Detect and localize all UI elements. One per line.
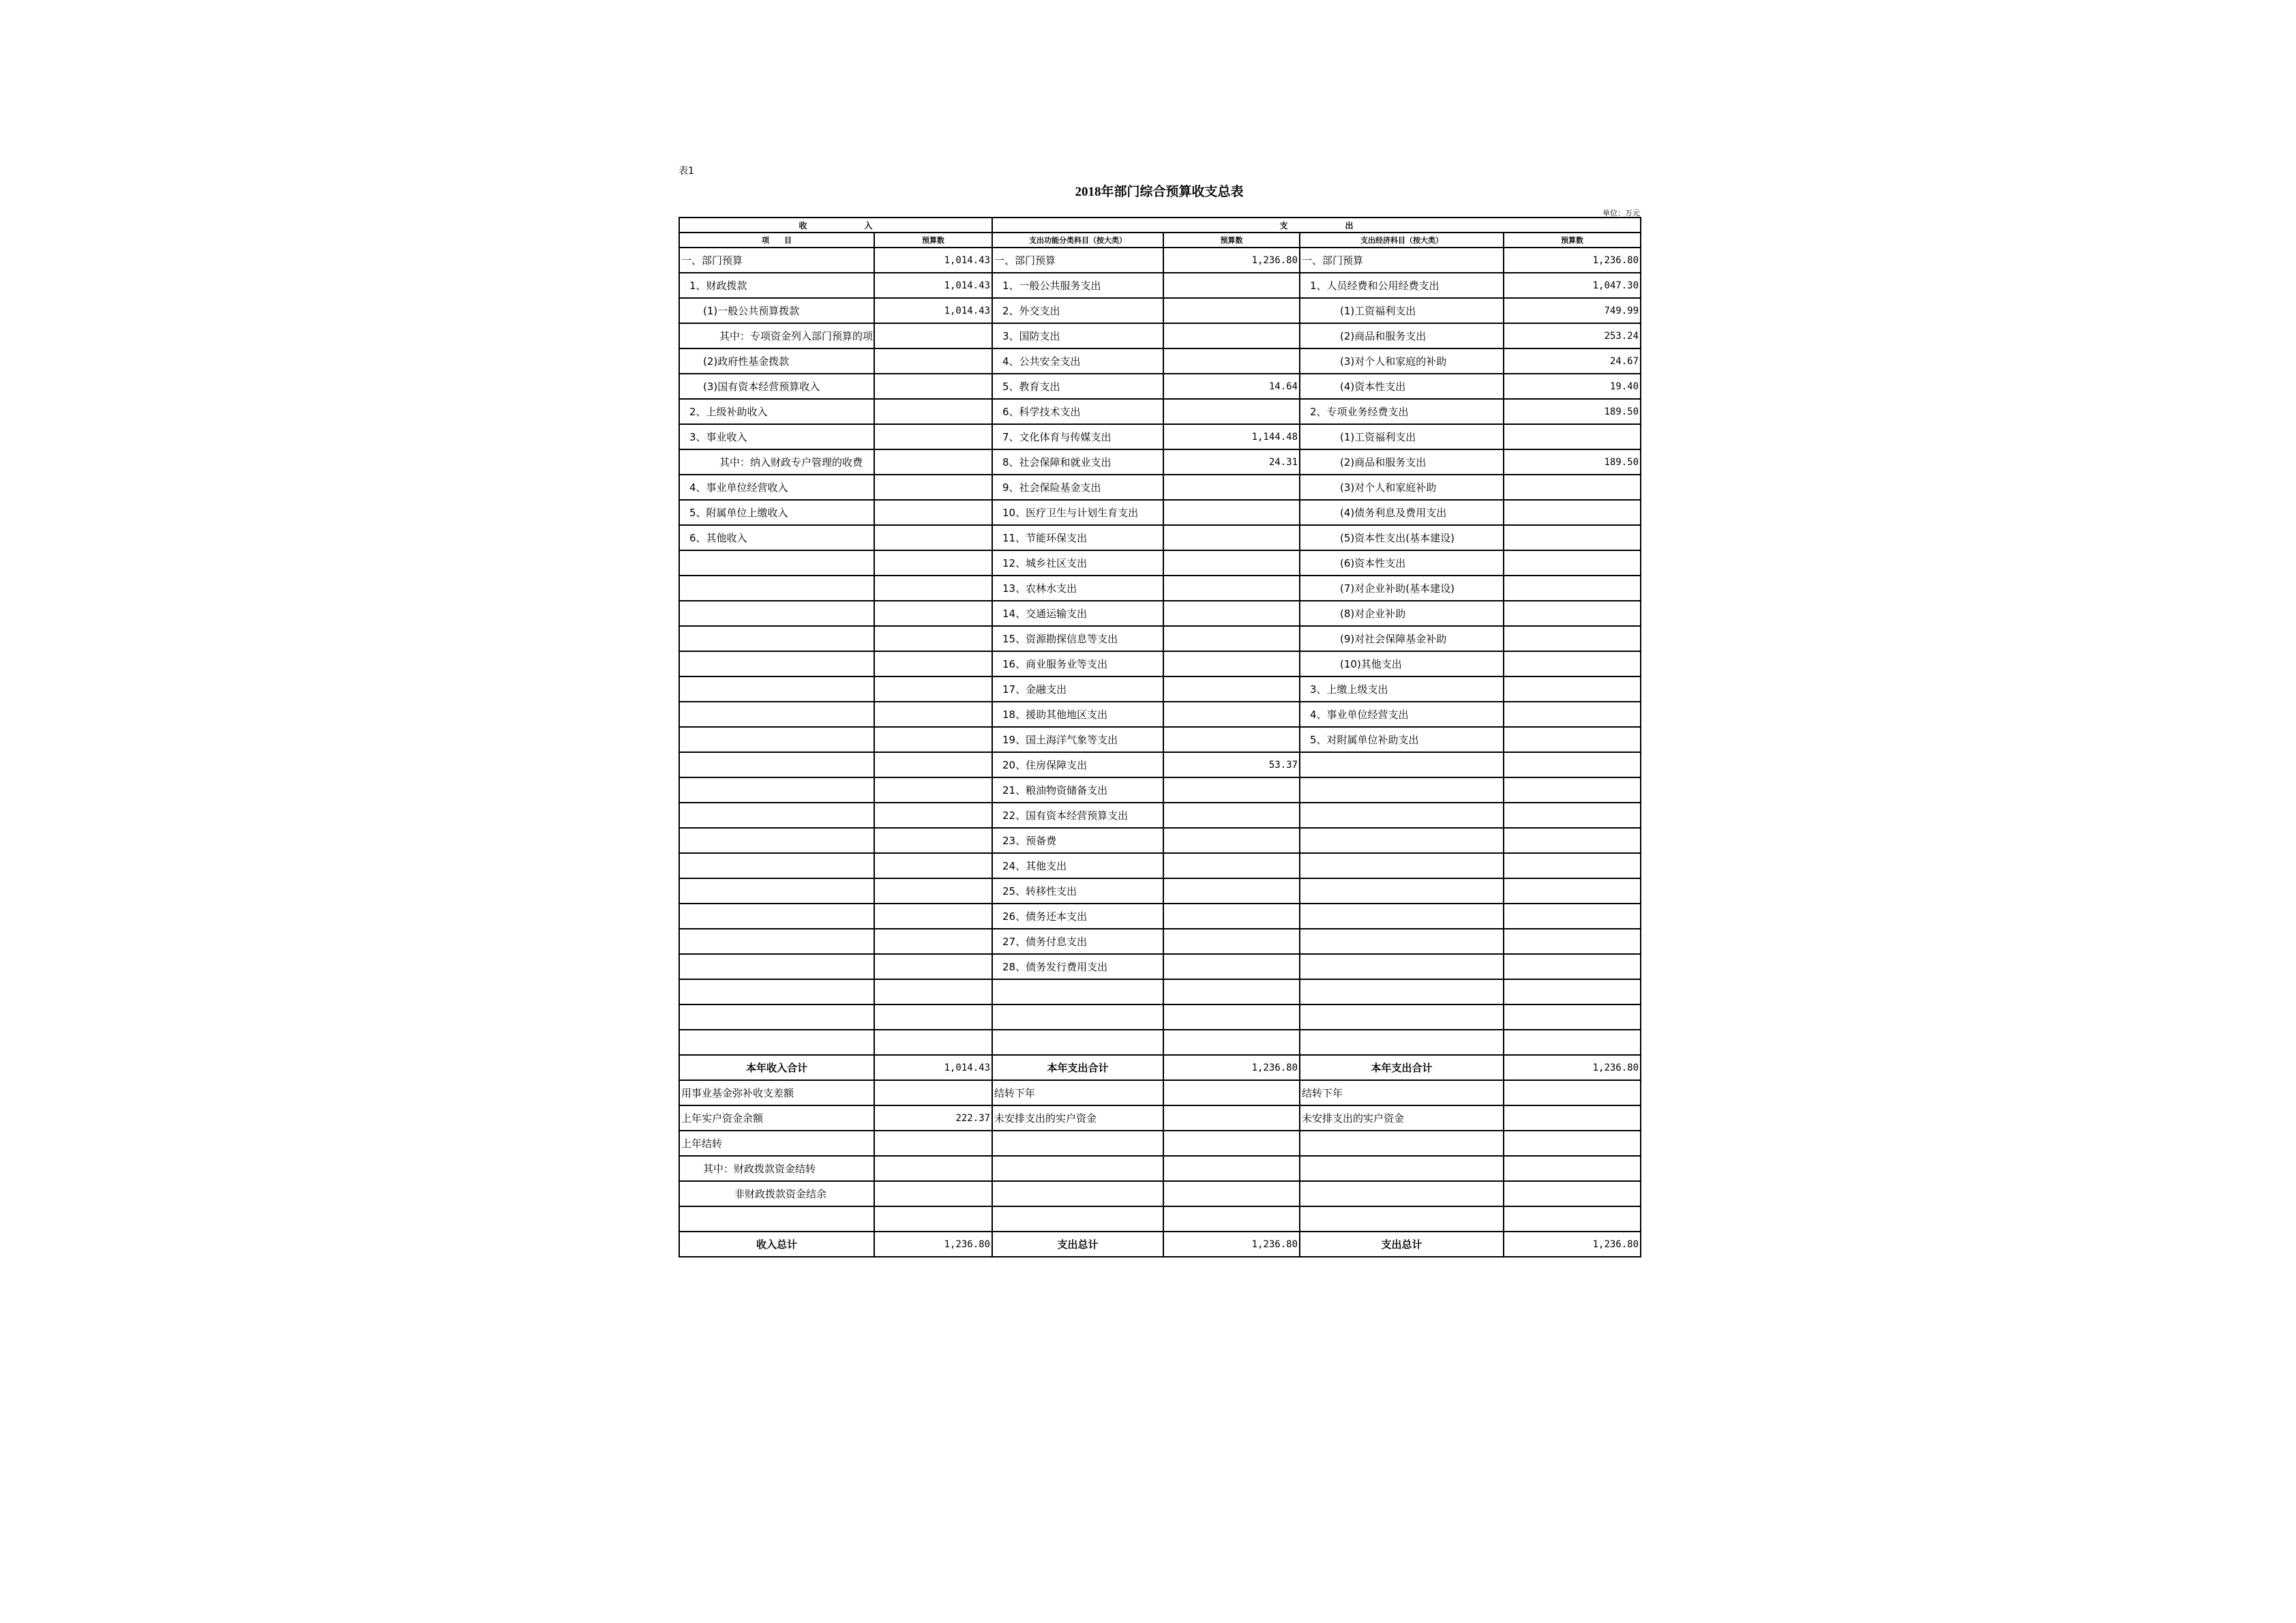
func-item-cell: 13、农林水支出 <box>992 576 1163 601</box>
econ-item-cell: (3)对个人和家庭的补助 <box>1300 348 1504 374</box>
income-budget-cell <box>874 929 992 954</box>
econ-budget-cell: 1,047.30 <box>1504 273 1641 298</box>
income-budget-cell <box>874 399 992 424</box>
income-item-cell <box>679 651 874 676</box>
econ-budget-cell <box>1504 1181 1641 1206</box>
table-row <box>679 1206 1641 1232</box>
income-item-cell <box>679 550 874 576</box>
page-title: 2018年部门综合预算收支总表 <box>1075 185 1244 199</box>
table-row <box>679 399 1641 424</box>
income-item-cell: 2、上级补助收入 <box>679 399 874 424</box>
table-row <box>679 601 1641 626</box>
econ-budget-cell: 24.67 <box>1504 348 1641 374</box>
table-row <box>679 576 1641 601</box>
table-row <box>679 929 1641 954</box>
income-item-cell: 用事业基金弥补收支差额 <box>679 1080 874 1105</box>
econ-item-cell <box>1300 752 1504 777</box>
econ-item-cell <box>1300 1206 1504 1232</box>
econ-item-cell: (2)商品和服务支出 <box>1300 449 1504 475</box>
econ-budget-cell <box>1504 1030 1641 1055</box>
income-budget-cell <box>874 752 992 777</box>
func-item-cell <box>992 1004 1163 1030</box>
econ-budget-cell: 189.50 <box>1504 449 1641 475</box>
income-budget-cell <box>874 550 992 576</box>
income-budget-cell <box>874 1181 992 1206</box>
income-budget-cell <box>874 803 992 828</box>
econ-item-cell: (6)资本性支出 <box>1300 550 1504 576</box>
table-row <box>679 702 1641 727</box>
income-budget-cell <box>874 828 992 853</box>
func-budget-cell <box>1163 929 1300 954</box>
func-budget-cell: 1,236.80 <box>1163 248 1300 273</box>
econ-item-cell: 3、上缴上级支出 <box>1300 676 1504 702</box>
func-budget-cell: 24.31 <box>1163 449 1300 475</box>
income-item-cell: 1、财政拨款 <box>679 273 874 298</box>
econ-item-cell: (3)对个人和家庭补助 <box>1300 475 1504 500</box>
table-row <box>679 727 1641 752</box>
func-budget-cell: 1,144.48 <box>1163 424 1300 449</box>
econ-item-cell <box>1300 853 1504 878</box>
econ-item-cell: (10)其他支出 <box>1300 651 1504 676</box>
income-budget-cell <box>874 904 992 929</box>
func-budget-cell <box>1163 1030 1300 1055</box>
func-budget-cell <box>1163 954 1300 979</box>
income-item-cell <box>679 828 874 853</box>
income-budget-cell <box>874 525 992 550</box>
econ-item-cell <box>1300 878 1504 904</box>
income-budget-cell <box>874 878 992 904</box>
econ-budget-cell <box>1504 828 1641 853</box>
income-budget-cell: 1,014.43 <box>874 298 992 323</box>
func-budget-cell <box>1163 1131 1300 1156</box>
econ-budget-cell <box>1504 954 1641 979</box>
func-item-cell: 支出总计 <box>992 1232 1163 1257</box>
income-budget-cell <box>874 676 992 702</box>
table-row <box>679 424 1641 449</box>
table-number: 表1 <box>679 166 694 177</box>
func-budget-cell <box>1163 273 1300 298</box>
func-item-cell: 4、公共安全支出 <box>992 348 1163 374</box>
table-row <box>679 904 1641 929</box>
econ-item-cell <box>1300 954 1504 979</box>
econ-item-cell <box>1300 828 1504 853</box>
func-budget-cell <box>1163 979 1300 1004</box>
income-item-cell: 本年收入合计 <box>679 1055 874 1080</box>
income-budget-cell <box>874 702 992 727</box>
income-budget-cell <box>874 475 992 500</box>
table-row <box>679 1105 1641 1131</box>
income-item-cell <box>679 853 874 878</box>
table-row <box>679 803 1641 828</box>
econ-item-cell: (4)债务利息及费用支出 <box>1300 500 1504 525</box>
func-item-cell: 23、预备费 <box>992 828 1163 853</box>
income-item-cell: 其中：专项资金列入部门预算的项 <box>679 323 874 348</box>
econ-item-cell: (7)对企业补助(基本建设) <box>1300 576 1504 601</box>
econ-item-cell: 支出总计 <box>1300 1232 1504 1257</box>
table-body <box>679 248 1641 1257</box>
func-item-cell: 9、社会保险基金支出 <box>992 475 1163 500</box>
econ-budget-cell <box>1504 1131 1641 1156</box>
table-row <box>679 1030 1641 1055</box>
func-budget-cell <box>1163 576 1300 601</box>
income-budget-cell <box>874 348 992 374</box>
econ-item-cell: 未安排支出的实户资金 <box>1300 1105 1504 1131</box>
income-item-cell: 非财政拨款资金结余 <box>679 1181 874 1206</box>
func-budget-cell <box>1163 1181 1300 1206</box>
econ-budget-cell <box>1504 601 1641 626</box>
econ-budget-cell <box>1504 500 1641 525</box>
unit-label: 单位：万元 <box>1602 209 1640 218</box>
income-item-cell: (1)一般公共预算拨款 <box>679 298 874 323</box>
func-item-cell: 28、债务发行费用支出 <box>992 954 1163 979</box>
econ-item-cell <box>1300 1004 1504 1030</box>
econ-budget-cell: 749.99 <box>1504 298 1641 323</box>
econ-budget-cell <box>1504 702 1641 727</box>
table-row <box>679 853 1641 878</box>
income-item-cell: 3、事业收入 <box>679 424 874 449</box>
econ-budget-cell: 19.40 <box>1504 374 1641 399</box>
econ-item-cell: 一、部门预算 <box>1300 248 1504 273</box>
income-item-cell <box>679 1030 874 1055</box>
func-budget-cell <box>1163 651 1300 676</box>
income-item-cell <box>679 979 874 1004</box>
func-item-cell <box>992 979 1163 1004</box>
expense-header: 支 出 <box>992 218 1641 233</box>
func-budget-cell <box>1163 525 1300 550</box>
econ-budget-cell <box>1504 424 1641 449</box>
func-budget-cell <box>1163 1206 1300 1232</box>
func-budget-cell <box>1163 399 1300 424</box>
col-func-header: 支出功能分类科目（按大类） <box>992 233 1163 248</box>
income-item-cell: 4、事业单位经营收入 <box>679 475 874 500</box>
col-econ-header: 支出经济科目（按大类） <box>1300 233 1504 248</box>
econ-budget-cell <box>1504 1206 1641 1232</box>
income-item-cell <box>679 803 874 828</box>
income-item-cell <box>679 904 874 929</box>
econ-budget-cell <box>1504 929 1641 954</box>
econ-budget-cell <box>1504 576 1641 601</box>
income-budget-cell <box>874 449 992 475</box>
func-item-cell: 17、金融支出 <box>992 676 1163 702</box>
econ-budget-cell: 253.24 <box>1504 323 1641 348</box>
income-budget-cell <box>874 374 992 399</box>
table-row <box>679 525 1641 550</box>
econ-item-cell <box>1300 979 1504 1004</box>
func-budget-cell: 14.64 <box>1163 374 1300 399</box>
func-budget-cell <box>1163 777 1300 803</box>
income-budget-cell <box>874 979 992 1004</box>
income-budget-cell <box>874 777 992 803</box>
econ-item-cell <box>1300 1156 1504 1181</box>
income-budget-cell <box>874 576 992 601</box>
func-item-cell: 14、交通运输支出 <box>992 601 1163 626</box>
func-budget-cell <box>1163 676 1300 702</box>
func-budget-cell <box>1163 550 1300 576</box>
func-budget-cell <box>1163 1004 1300 1030</box>
func-budget-cell <box>1163 1080 1300 1105</box>
econ-budget-cell <box>1504 853 1641 878</box>
table-row <box>679 348 1641 374</box>
income-item-cell <box>679 676 874 702</box>
econ-item-cell <box>1300 1131 1504 1156</box>
econ-budget-cell: 1,236.80 <box>1504 1055 1641 1080</box>
econ-budget-cell <box>1504 1004 1641 1030</box>
func-budget-cell <box>1163 1156 1300 1181</box>
func-item-cell <box>992 1206 1163 1232</box>
func-item-cell: 一、部门预算 <box>992 248 1163 273</box>
income-item-cell <box>679 727 874 752</box>
income-budget-cell <box>874 727 992 752</box>
table-row <box>679 651 1641 676</box>
table-row <box>679 626 1641 651</box>
econ-budget-cell <box>1504 1105 1641 1131</box>
func-item-cell: 27、债务付息支出 <box>992 929 1163 954</box>
col-item-header: 项 目 <box>679 233 874 248</box>
table-row <box>679 828 1641 853</box>
econ-budget-cell: 1,236.80 <box>1504 248 1641 273</box>
func-budget-cell <box>1163 904 1300 929</box>
econ-budget-cell <box>1504 525 1641 550</box>
income-budget-cell <box>874 323 992 348</box>
table-row <box>679 298 1641 323</box>
income-budget-cell: 1,014.43 <box>874 248 992 273</box>
income-item-cell <box>679 576 874 601</box>
income-budget-cell: 1,014.43 <box>874 273 992 298</box>
econ-item-cell: (5)资本性支出(基本建设) <box>1300 525 1504 550</box>
table-row <box>679 1156 1641 1181</box>
econ-item-cell: 4、事业单位经营支出 <box>1300 702 1504 727</box>
income-budget-cell <box>874 626 992 651</box>
func-budget-cell <box>1163 500 1300 525</box>
income-budget-cell <box>874 1156 992 1181</box>
func-item-cell: 未安排支出的实户资金 <box>992 1105 1163 1131</box>
econ-budget-cell <box>1504 1080 1641 1105</box>
econ-item-cell: 结转下年 <box>1300 1080 1504 1105</box>
func-item-cell: 5、教育支出 <box>992 374 1163 399</box>
income-budget-cell <box>874 1131 992 1156</box>
income-item-cell <box>679 954 874 979</box>
econ-item-cell <box>1300 803 1504 828</box>
income-budget-cell <box>874 424 992 449</box>
func-item-cell <box>992 1181 1163 1206</box>
func-item-cell: 6、科学技术支出 <box>992 399 1163 424</box>
income-item-cell: 其中：财政拨款资金结转 <box>679 1156 874 1181</box>
income-budget-cell <box>874 1206 992 1232</box>
income-budget-cell: 222.37 <box>874 1105 992 1131</box>
table-row <box>679 449 1641 475</box>
income-budget-cell <box>874 1030 992 1055</box>
func-budget-cell: 1,236.80 <box>1163 1055 1300 1080</box>
table-row <box>679 878 1641 904</box>
func-item-cell: 16、商业服务业等支出 <box>992 651 1163 676</box>
table-row <box>679 1232 1641 1257</box>
econ-budget-cell: 1,236.80 <box>1504 1232 1641 1257</box>
income-item-cell <box>679 1004 874 1030</box>
income-item-cell: (3)国有资本经营预算收入 <box>679 374 874 399</box>
income-budget-cell <box>874 651 992 676</box>
econ-item-cell <box>1300 1030 1504 1055</box>
func-item-cell <box>992 1156 1163 1181</box>
func-item-cell: 12、城乡社区支出 <box>992 550 1163 576</box>
econ-budget-cell <box>1504 626 1641 651</box>
func-item-cell: 15、资源勘探信息等支出 <box>992 626 1163 651</box>
econ-budget-cell <box>1504 727 1641 752</box>
col-budget-header: 预算数 <box>1504 233 1641 248</box>
econ-item-cell: (1)工资福利支出 <box>1300 424 1504 449</box>
table-row <box>679 1131 1641 1156</box>
table-row <box>679 954 1641 979</box>
income-budget-cell: 1,014.43 <box>874 1055 992 1080</box>
func-item-cell: 1、一般公共服务支出 <box>992 273 1163 298</box>
econ-budget-cell: 189.50 <box>1504 399 1641 424</box>
econ-budget-cell <box>1504 651 1641 676</box>
econ-budget-cell <box>1504 803 1641 828</box>
income-item-cell: 6、其他收入 <box>679 525 874 550</box>
func-budget-cell <box>1163 626 1300 651</box>
income-item-cell: 上年结转 <box>679 1131 874 1156</box>
econ-item-cell <box>1300 929 1504 954</box>
econ-item-cell <box>1300 1181 1504 1206</box>
func-item-cell: 11、节能环保支出 <box>992 525 1163 550</box>
func-item-cell: 19、国土海洋气象等支出 <box>992 727 1163 752</box>
func-budget-cell: 53.37 <box>1163 752 1300 777</box>
econ-item-cell: 2、专项业务经费支出 <box>1300 399 1504 424</box>
income-item-cell <box>679 777 874 803</box>
econ-item-cell: (4)资本性支出 <box>1300 374 1504 399</box>
func-item-cell <box>992 1030 1163 1055</box>
table-row <box>679 777 1641 803</box>
income-budget-cell: 1,236.80 <box>874 1232 992 1257</box>
income-item-cell: 收入总计 <box>679 1232 874 1257</box>
econ-budget-cell <box>1504 752 1641 777</box>
header-group-row <box>679 218 1641 233</box>
func-budget-cell <box>1163 828 1300 853</box>
econ-item-cell: (9)对社会保障基金补助 <box>1300 626 1504 651</box>
col-budget-header: 预算数 <box>1163 233 1300 248</box>
income-budget-cell <box>874 853 992 878</box>
income-budget-cell <box>874 954 992 979</box>
econ-budget-cell <box>1504 878 1641 904</box>
budget-table <box>679 217 1641 1257</box>
func-budget-cell <box>1163 348 1300 374</box>
income-item-cell <box>679 601 874 626</box>
table-row <box>679 323 1641 348</box>
econ-budget-cell <box>1504 676 1641 702</box>
income-item-cell <box>679 752 874 777</box>
income-item-cell <box>679 626 874 651</box>
income-item-cell <box>679 702 874 727</box>
table-row <box>679 1004 1641 1030</box>
header-column-row <box>679 233 1641 248</box>
func-item-cell: 20、住房保障支出 <box>992 752 1163 777</box>
table-row <box>679 475 1641 500</box>
econ-item-cell: (8)对企业补助 <box>1300 601 1504 626</box>
table-row <box>679 1080 1641 1105</box>
table-row <box>679 248 1641 273</box>
func-budget-cell <box>1163 298 1300 323</box>
func-budget-cell <box>1163 323 1300 348</box>
func-item-cell <box>992 1131 1163 1156</box>
func-item-cell: 25、转移性支出 <box>992 878 1163 904</box>
col-budget-header: 预算数 <box>874 233 992 248</box>
func-item-cell: 8、社会保障和就业支出 <box>992 449 1163 475</box>
income-item-cell <box>679 878 874 904</box>
func-budget-cell <box>1163 878 1300 904</box>
income-budget-cell <box>874 1004 992 1030</box>
income-budget-cell <box>874 500 992 525</box>
func-budget-cell <box>1163 853 1300 878</box>
income-item-cell: 一、部门预算 <box>679 248 874 273</box>
func-item-cell: 24、其他支出 <box>992 853 1163 878</box>
func-item-cell: 10、医疗卫生与计划生育支出 <box>992 500 1163 525</box>
func-budget-cell <box>1163 601 1300 626</box>
econ-item-cell: (2)商品和服务支出 <box>1300 323 1504 348</box>
table-row <box>679 500 1641 525</box>
income-item-cell <box>679 929 874 954</box>
income-budget-cell <box>874 1080 992 1105</box>
func-budget-cell <box>1163 727 1300 752</box>
func-item-cell: 18、援助其他地区支出 <box>992 702 1163 727</box>
econ-budget-cell <box>1504 1156 1641 1181</box>
table-row <box>679 979 1641 1004</box>
table-row <box>679 752 1641 777</box>
table-row <box>679 374 1641 399</box>
econ-budget-cell <box>1504 475 1641 500</box>
econ-budget-cell <box>1504 904 1641 929</box>
income-item-cell <box>679 1206 874 1232</box>
func-item-cell: 26、债务还本支出 <box>992 904 1163 929</box>
income-item-cell: 上年实户资金余额 <box>679 1105 874 1131</box>
func-item-cell: 3、国防支出 <box>992 323 1163 348</box>
table-row <box>679 676 1641 702</box>
econ-budget-cell <box>1504 979 1641 1004</box>
func-item-cell: 本年支出合计 <box>992 1055 1163 1080</box>
func-budget-cell <box>1163 803 1300 828</box>
table-row <box>679 1181 1641 1206</box>
table-row <box>679 550 1641 576</box>
income-header: 收 入 <box>679 218 992 233</box>
func-budget-cell <box>1163 475 1300 500</box>
econ-item-cell <box>1300 777 1504 803</box>
income-item-cell: (2)政府性基金拨款 <box>679 348 874 374</box>
func-item-cell: 22、国有资本经营预算支出 <box>992 803 1163 828</box>
func-item-cell: 21、粮油物资储备支出 <box>992 777 1163 803</box>
income-item-cell: 5、附属单位上缴收入 <box>679 500 874 525</box>
table-row <box>679 1055 1641 1080</box>
econ-item-cell: 1、人员经费和公用经费支出 <box>1300 273 1504 298</box>
econ-item-cell <box>1300 904 1504 929</box>
func-budget-cell <box>1163 1105 1300 1131</box>
econ-budget-cell <box>1504 550 1641 576</box>
func-item-cell: 结转下年 <box>992 1080 1163 1105</box>
func-budget-cell <box>1163 702 1300 727</box>
func-item-cell: 7、文化体育与传媒支出 <box>992 424 1163 449</box>
econ-item-cell: 5、对附属单位补助支出 <box>1300 727 1504 752</box>
func-budget-cell: 1,236.80 <box>1163 1232 1300 1257</box>
income-budget-cell <box>874 601 992 626</box>
income-item-cell: 其中：纳入财政专户管理的收费 <box>679 449 874 475</box>
table-row <box>679 273 1641 298</box>
func-item-cell: 2、外交支出 <box>992 298 1163 323</box>
econ-item-cell: (1)工资福利支出 <box>1300 298 1504 323</box>
econ-budget-cell <box>1504 777 1641 803</box>
econ-item-cell: 本年支出合计 <box>1300 1055 1504 1080</box>
